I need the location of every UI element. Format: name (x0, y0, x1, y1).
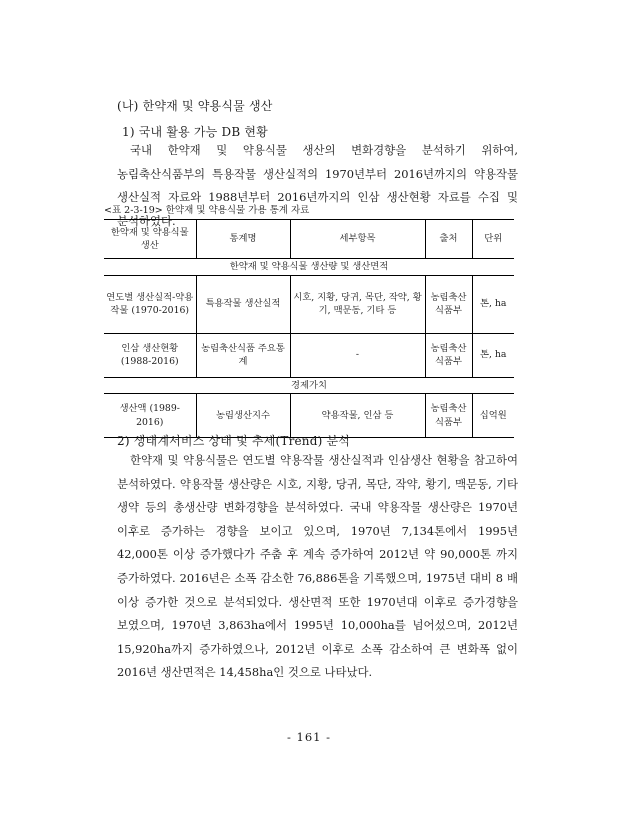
table-header-row (104, 220, 514, 259)
row-stat: 특용작물 생산실적 (196, 275, 290, 333)
row-stat: 농림축산식품 주요통계 (196, 333, 290, 377)
row-detail: 약용작물, 인삼 등 (290, 394, 425, 438)
header-unit: 단위 (472, 220, 514, 259)
row-unit: 톤, ha (472, 275, 514, 333)
row-source: 농림축산식품부 (425, 275, 472, 333)
db-paragraph: 국내 한약재 및 약용식물 생산의 변화경향을 분석하기 위하여, 농림축산식품부의 특용작물 생산실적의 1970년부터 2016년까지의 약용작물 생산실적 자료와 1988년부터 2016년까지의 인삼 생산현황 자료를 수집 및 분석하였다. (117, 143, 518, 228)
section-heading: (나) 한약재 및 약용식물 생산 (117, 99, 273, 113)
subsection-heading-trend: 2) 생태계서비스 상태 및 추세(Trend) 분석 (117, 434, 351, 448)
header-stat-name: 통계명 (196, 220, 290, 259)
table-caption: <표 2-3-19> 한약재 및 약용식물 가용 통계 자료 (104, 205, 310, 216)
header-category: 한약재 및 약용식물 생산 (104, 220, 196, 259)
page-number: - 161 - (286, 730, 332, 744)
section-row-economic (104, 377, 514, 394)
row-stat: 농림생산지수 (196, 394, 290, 438)
row-source: 농림축산식품부 (425, 333, 472, 377)
subsection-heading-db: 1) 국내 활용 가능 DB 현황 (122, 125, 268, 139)
table-row (104, 275, 514, 333)
row-unit: 톤, ha (472, 333, 514, 377)
row-detail: - (290, 333, 425, 377)
row-category: 인삼 생산현황 (1988-2016) (104, 333, 196, 377)
table-row (104, 394, 514, 438)
trend-paragraph: 한약재 및 약용식물은 연도별 약용작물 생산실적과 인삼생산 현황을 참고하여 분석하였다. 약용작물 생산량은 시호, 지황, 당귀, 목단, 작약, 황기, 맥문동, 기타 생약 등의 총생산량 변화경향을 분석하였다. 국내 약용작물 생산량은 1970년 이후로 증가하는 경향을 보이고 있으며, 1970년 7,134톤에서 1995년 42,000톤 이상 증가했다가 주춤 후 계속 증가하여 2012년 약 90,000톤 까지 증가하였다. 2016년은 소폭 감소한 76,886톤을 기록했으며, 1975년 대비 8 배 이상 증가한 것으로 분석되었다. 생산면적 또한 1970년대 이후로 증가경향을 보였으며, 1970년 3,863ha에서 1995년 10,000ha를 넘어섰으며, 2012년 15,920ha까지 증가하였으나, 2012년 이후로 소폭 감소하여 큰 변화폭 없이 2016년 생산면적은 14,458ha인 것으로 나타났다. (117, 453, 518, 680)
row-unit: 십억원 (472, 394, 514, 438)
row-category: 생산액 (1989-2016) (104, 394, 196, 438)
table-row (104, 333, 514, 377)
section-row-production (104, 259, 514, 276)
header-detail: 세부항목 (290, 220, 425, 259)
row-detail: 시호, 지황, 당귀, 목단, 작약, 황기, 맥문동, 기타 등 (290, 275, 425, 333)
statistics-table (104, 219, 514, 438)
section-label-economic: 경제가치 (104, 377, 514, 394)
header-source: 출처 (425, 220, 472, 259)
row-category: 연도별 생산실적-약용작물 (1970-2016) (104, 275, 196, 333)
row-source: 농림축산식품부 (425, 394, 472, 438)
section-label-production: 한약재 및 약용식물 생산량 및 생산면적 (104, 259, 514, 276)
